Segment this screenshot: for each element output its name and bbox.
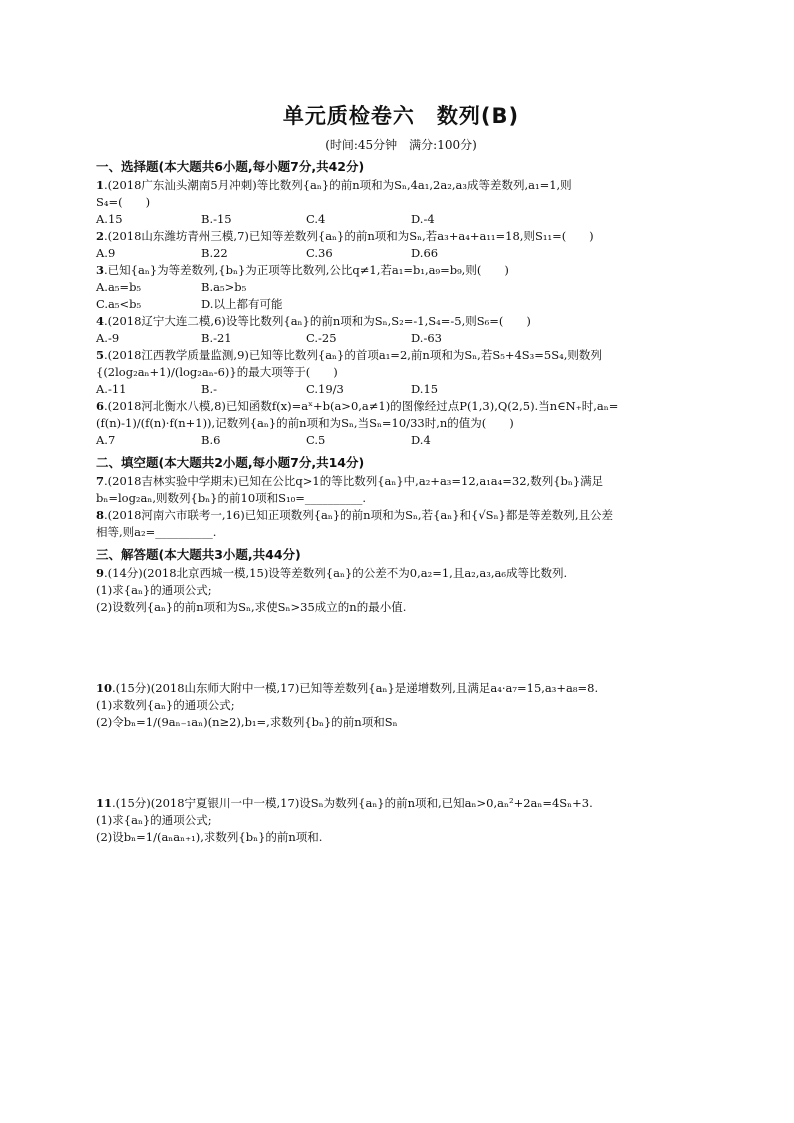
question-text: .(2018河北衡水八模,8)已知函数f(x)=aˣ+b(a>0,a≠1)的图像经过点P(1,3),Q(2,5).当n∈N₊时,aₙ= xyxy=(104,399,619,413)
question-7 xyxy=(96,473,706,507)
question-text: .(2018吉林实验中学期末)已知在公比q>1的等比数列{aₙ}中,a₂+a₃=12,a₁a₄=32,数列{bₙ}满足 xyxy=(104,474,604,488)
question-text: .(2018山东潍坊青州三模,7)已知等差数列{aₙ}的前n项和为Sₙ,若a₃+a₄+a₁₁=18,则S₁₁=( ) xyxy=(104,229,594,243)
question-text: (1)求数列{aₙ}的通项公式; xyxy=(96,698,235,712)
option-a: A.7 xyxy=(96,433,116,447)
question-text: .(14分)(2018北京西城一模,15)设等差数列{aₙ}的公差不为0,a₂=1,且a₂,a₃,a₆成等比数列. xyxy=(104,566,568,580)
page-subtitle: (时间:45分钟 满分:100分) xyxy=(325,138,477,152)
option-d: D.-63 xyxy=(411,331,442,345)
question-number: 6 xyxy=(96,399,105,413)
options xyxy=(96,245,706,262)
question-9 xyxy=(96,565,706,616)
question-text: (1)求{aₙ}的通项公式; xyxy=(96,583,212,597)
answer-space xyxy=(96,731,706,795)
question-number: 8 xyxy=(96,508,105,522)
page-title: 单元质检卷六 数列(B) xyxy=(282,104,520,128)
option-a: A.15 xyxy=(96,212,123,226)
options xyxy=(96,279,706,296)
option-a: A.9 xyxy=(96,246,116,260)
options xyxy=(96,296,706,313)
question-2 xyxy=(96,228,706,262)
options xyxy=(96,381,706,398)
question-number: 3 xyxy=(96,263,105,277)
option-d: D.4 xyxy=(411,433,431,447)
answer-space xyxy=(96,616,706,680)
question-text: {(2log₂aₙ+1)/(log₂aₙ-6)}的最大项等于( ) xyxy=(96,365,338,379)
option-c: C.4 xyxy=(306,212,326,226)
options xyxy=(96,330,706,347)
question-text: .(15分)(2018山东师大附中一模,17)已知等差数列{aₙ}是递增数列,且满足a₄·a₇=15,a₃+a₈=8. xyxy=(112,681,599,695)
option-b: B.-15 xyxy=(201,212,232,226)
question-4 xyxy=(96,313,706,347)
exam-page xyxy=(96,100,706,846)
option-b: B.- xyxy=(201,382,217,396)
option-b: B.6 xyxy=(201,433,221,447)
question-text: .(2018广东汕头潮南5月冲刺)等比数列{aₙ}的前n项和为Sₙ,4a₁,2a₂,a₃成等差数列,a₁=1,则 xyxy=(104,178,572,192)
question-8 xyxy=(96,507,706,541)
question-text: .(2018江西教学质量监测,9)已知等比数列{aₙ}的首项a₁=2,前n项和为Sₙ,若S₅+4S₃=5S₄,则数列 xyxy=(104,348,602,362)
question-text: .(2018辽宁大连二模,6)设等比数列{aₙ}的前n项和为Sₙ,S₂=-1,S₄=-5,则S₆=( ) xyxy=(104,314,531,328)
option-a: A.-9 xyxy=(96,331,120,345)
question-text: S₄=( ) xyxy=(96,195,151,209)
option-c: C.5 xyxy=(306,433,326,447)
options xyxy=(96,211,706,228)
question-number: 4 xyxy=(96,314,105,328)
question-text: .(2018河南六市联考一,16)已知正项数列{aₙ}的前n项和为Sₙ,若{aₙ}和{√Sₙ}都是等差数列,且公差 xyxy=(104,508,614,522)
question-number: 10 xyxy=(96,681,113,695)
option-c: C.19/3 xyxy=(306,382,344,396)
option-a: A.a₅=b₅ xyxy=(96,280,142,294)
option-d: D.15 xyxy=(411,382,439,396)
question-text: .已知{aₙ}为等差数列,{bₙ}为正项等比数列,公比q≠1,若a₁=b₁,a₉=b₉,则( ) xyxy=(104,263,509,277)
question-6 xyxy=(96,398,706,449)
question-text: 相等,则a₂=__________. xyxy=(96,525,217,539)
section-choice: 一、选择题(本大题共6小题,每小题7分,共42分) xyxy=(96,159,365,174)
option-c: C.a₅<b₅ xyxy=(96,297,142,311)
question-number: 9 xyxy=(96,566,105,580)
question-3 xyxy=(96,262,706,313)
question-text: (2)令bₙ=1/(9aₙ₋₁aₙ)(n≥2),b₁=,求数列{bₙ}的前n项和Sₙ xyxy=(96,715,398,729)
question-text: bₙ=log₂aₙ,则数列{bₙ}的前10项和S₁₀=__________. xyxy=(96,491,367,505)
question-5 xyxy=(96,347,706,398)
question-11 xyxy=(96,795,706,846)
section-fill: 二、填空题(本大题共2小题,每小题7分,共14分) xyxy=(96,455,365,470)
question-number: 2 xyxy=(96,229,105,243)
question-10 xyxy=(96,680,706,731)
option-b: B.a₅>b₅ xyxy=(201,280,247,294)
question-number: 7 xyxy=(96,474,105,488)
question-number: 5 xyxy=(96,348,105,362)
section-solve: 三、解答题(本大题共3小题,共44分) xyxy=(96,547,301,562)
question-1 xyxy=(96,177,706,228)
option-d: D.66 xyxy=(411,246,439,260)
option-b: B.-21 xyxy=(201,331,232,345)
option-c: C.36 xyxy=(306,246,333,260)
question-number: 11 xyxy=(96,796,113,810)
option-d: D.以上都有可能 xyxy=(201,297,283,311)
question-text: (1)求{aₙ}的通项公式; xyxy=(96,813,212,827)
option-c: C.-25 xyxy=(306,331,337,345)
option-a: A.-11 xyxy=(96,382,127,396)
question-number: 1 xyxy=(96,178,105,192)
question-text: (f(n)-1)/(f(n)·f(n+1)),记数列{aₙ}的前n项和为Sₙ,当Sₙ=10/33时,n的值为( ) xyxy=(96,416,514,430)
options xyxy=(96,432,706,449)
option-b: B.22 xyxy=(201,246,228,260)
question-text: (2)设数列{aₙ}的前n项和为Sₙ,求使Sₙ>35成立的n的最小值. xyxy=(96,600,407,614)
question-text: (2)设bₙ=1/(aₙaₙ₊₁),求数列{bₙ}的前n项和. xyxy=(96,830,323,844)
option-d: D.-4 xyxy=(411,212,435,226)
question-text: .(15分)(2018宁夏银川一中一模,17)设Sₙ为数列{aₙ}的前n项和,已知aₙ>0,aₙ²+2aₙ=4Sₙ+3. xyxy=(112,796,593,810)
